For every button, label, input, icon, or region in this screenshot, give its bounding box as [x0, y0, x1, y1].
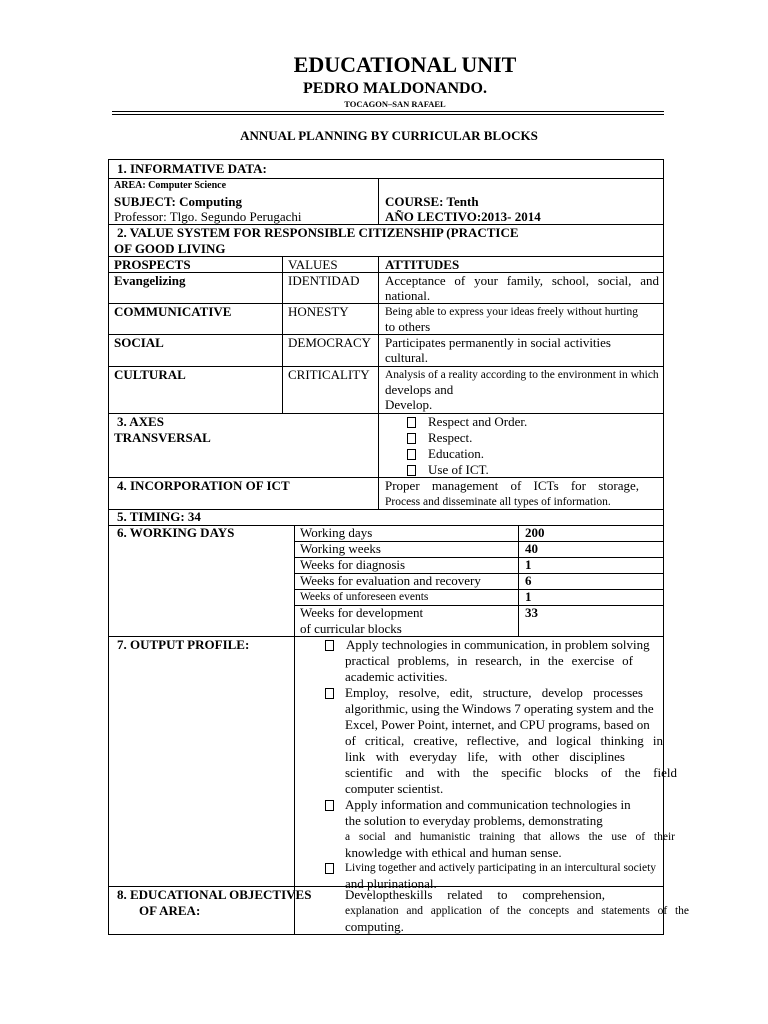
attitude-cell: Analysis of a reality according to the environment in which: [385, 369, 659, 381]
course-label: COURSE: Tenth: [385, 194, 479, 209]
profile-line: scientific and with the specific blocks of the field: [345, 765, 677, 780]
objectives-line: computing.: [345, 919, 404, 934]
checkbox-bullet-icon: [407, 449, 416, 460]
profile-line: Apply technologies in communication, in problem solving: [346, 637, 650, 652]
evaluation-weeks-value: 6: [525, 573, 532, 588]
attitude-cell-cont: to others: [385, 319, 431, 334]
unforeseen-weeks-label: Weeks of unforeseen events: [300, 591, 429, 603]
school-location: TOCAGON–SAN RAFAEL: [344, 99, 446, 109]
subject-label: SUBJECT: Computing: [114, 194, 242, 209]
checkbox-bullet-icon: [325, 688, 334, 699]
working-days-value: 200: [525, 525, 545, 540]
value-cell: DEMOCRACY: [288, 335, 372, 350]
attitude-cell-cont: cultural.: [385, 350, 428, 365]
checkbox-bullet-icon: [407, 465, 416, 476]
section-3-title-cont: TRANSVERSAL: [114, 430, 211, 445]
column-divider: [378, 477, 379, 509]
column-divider: [378, 413, 379, 477]
checkbox-bullet-icon: [407, 433, 416, 444]
development-weeks-value: 33: [525, 605, 538, 620]
checkbox-bullet-icon: [407, 417, 416, 428]
unforeseen-weeks-value: 1: [525, 589, 532, 604]
section-8-title-cont: OF AREA:: [139, 903, 201, 918]
development-weeks-label-cont: of curricular blocks: [300, 621, 402, 636]
section-3-title: 3. AXES: [117, 414, 164, 429]
evaluation-weeks-label: Weeks for evaluation and recovery: [300, 573, 481, 588]
working-weeks-label: Working weeks: [300, 541, 381, 556]
profile-line: academic activities.: [345, 669, 448, 684]
section-2-title: 2. VALUE SYSTEM FOR RESPONSIBLE CITIZENSHIP (PRACTICE: [117, 225, 519, 240]
column-header-prospects: PROSPECTS: [114, 257, 191, 272]
professor-label: Professor: Tlgo. Segundo Perugachi: [114, 209, 302, 224]
section-2-title-cont: OF GOOD LIVING: [114, 241, 226, 256]
axis-item: Respect and Order.: [428, 414, 528, 429]
profile-line: the solution to everyday problems, demonstrating: [345, 813, 603, 828]
profile-line: knowledge with ethical and human sense.: [345, 845, 562, 860]
working-days-label: Working days: [300, 525, 373, 540]
diagnosis-weeks-label: Weeks for diagnosis: [300, 557, 406, 572]
ict-text: Proper management of ICTs for storage,: [385, 478, 639, 493]
attitude-cell: Acceptance of your family, school, social, and: [385, 273, 659, 288]
checkbox-bullet-icon: [325, 640, 334, 651]
attitude-cell-cont: develops and: [385, 382, 454, 397]
profile-line: Excel, Power Point, internet, and CPU programs, based on: [345, 717, 650, 732]
objectives-line: Developtheskills related to comprehension,: [345, 887, 605, 902]
attitude-cell: Being able to express your ideas freely without hurting: [385, 306, 638, 318]
school-year-label: AÑO LECTIVO:2013- 2014: [385, 209, 541, 224]
column-divider: [378, 178, 379, 224]
section-1-title: 1. INFORMATIVE DATA:: [117, 161, 267, 176]
value-cell: HONESTY: [288, 304, 349, 319]
value-cell: CRITICALITY: [288, 367, 370, 382]
section-6-title: 6. WORKING DAYS: [117, 525, 235, 540]
document-title: EDUCATIONAL UNIT: [293, 52, 517, 77]
working-weeks-value: 40: [525, 541, 538, 556]
profile-line: Apply information and communication technologies in: [345, 797, 631, 812]
profile-line: Living together and actively participating in an intercultural society: [345, 862, 657, 874]
prospect-cell: Evangelizing: [114, 273, 186, 288]
ict-text-cont: Process and disseminate all types of information.: [385, 496, 611, 508]
prospect-cell: SOCIAL: [114, 335, 164, 350]
axis-item: Respect.: [428, 430, 473, 445]
area-label: AREA: Computer Science: [114, 180, 227, 191]
profile-line: algorithmic, using the Windows 7 operating system and the: [345, 701, 654, 716]
profile-line: a social and humanistic training that allows the use of their: [345, 831, 675, 843]
planning-table: [108, 159, 689, 935]
attitude-cell-cont: national.: [385, 288, 431, 303]
header-rule-bottom: [112, 114, 664, 115]
planning-heading: ANNUAL PLANNING BY CURRICULAR BLOCKS: [240, 128, 538, 143]
development-weeks-label: Weeks for development: [300, 605, 424, 620]
objectives-line: explanation and application of the concepts and statements of the: [345, 905, 689, 917]
profile-line: link with everyday life, with other disciplines: [345, 749, 625, 764]
section-8-title: 8. EDUCATIONAL OBJECTIVES: [117, 887, 312, 902]
column-header-values: VALUES: [288, 257, 338, 272]
profile-line: Employ, resolve, edit, structure, develop processes: [345, 685, 643, 700]
column-divider: [294, 525, 295, 636]
checkbox-bullet-icon: [325, 863, 334, 874]
axis-item: Education.: [428, 446, 484, 461]
school-name: PEDRO MALDONANDO.: [303, 80, 487, 97]
profile-line: of critical, creative, reflective, and logical thinking in: [345, 733, 663, 748]
profile-line: and plurinational.: [345, 876, 437, 891]
prospect-cell: COMMUNICATIVE: [114, 304, 232, 319]
diagnosis-weeks-value: 1: [525, 557, 532, 572]
profile-line: practical problems, in research, in the exercise of: [345, 653, 633, 668]
section-5-title: 5. TIMING: 34: [117, 509, 201, 524]
checkbox-bullet-icon: [325, 800, 334, 811]
prospect-cell: CULTURAL: [114, 367, 186, 382]
column-header-attitudes: ATTITUDES: [385, 257, 460, 272]
profile-line: computer scientist.: [345, 781, 444, 796]
column-divider: [518, 525, 519, 636]
column-divider: [378, 256, 379, 413]
attitude-cell: Participates permanently in social activities: [385, 335, 611, 350]
value-cell: IDENTIDAD: [288, 273, 360, 288]
section-4-title: 4. INCORPORATION OF ICT: [117, 478, 290, 493]
column-divider: [282, 256, 283, 413]
row-divider: [109, 413, 663, 414]
attitude-cell-cont: Develop.: [385, 397, 433, 412]
axis-item: Use of ICT.: [428, 462, 489, 477]
header-rule-top: [112, 111, 664, 112]
section-7-title: 7. OUTPUT PROFILE:: [117, 637, 250, 652]
